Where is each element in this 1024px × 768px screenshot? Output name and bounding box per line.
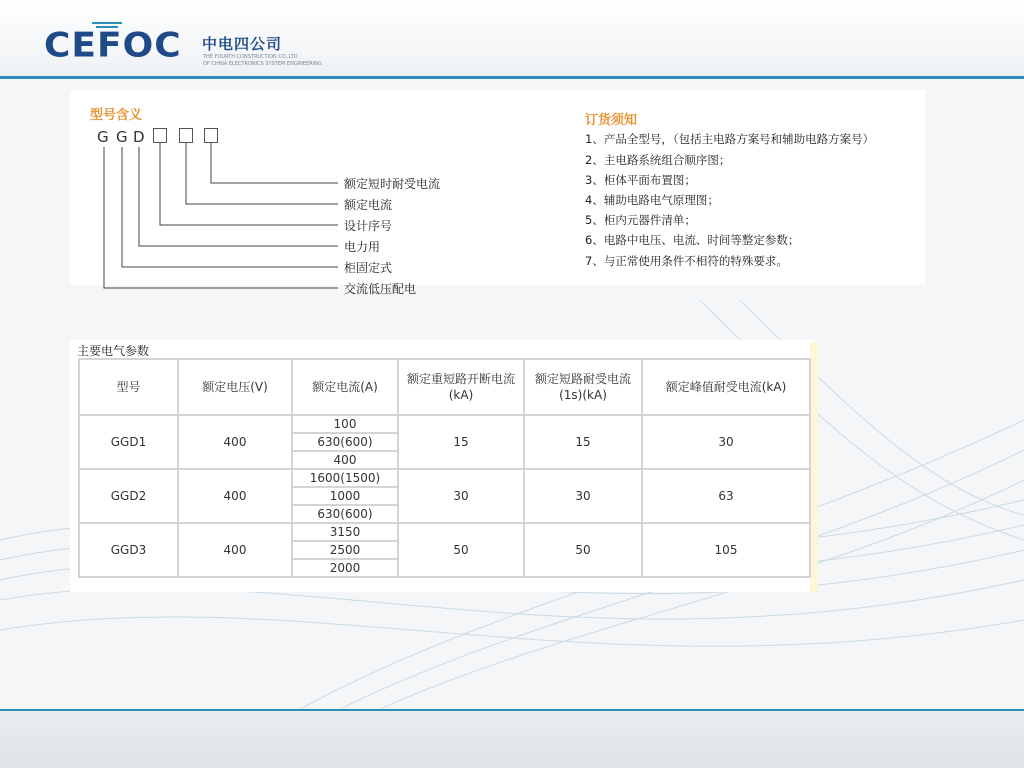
- cell-current: 1000: [292, 487, 398, 505]
- order-item-1: 1、产品全型号，（包括主电路方案号和辅助电路方案号）: [585, 132, 875, 146]
- header-breaking: 额定重短路开断电流(kA): [398, 359, 524, 415]
- code-letter-g2: G: [116, 128, 128, 146]
- company-name-cn: 中电四公司: [202, 35, 283, 53]
- meaning-power-use: 电力用: [344, 240, 381, 254]
- order-item-4: 4、辅助电路电气原理图；: [585, 193, 719, 207]
- company-name-en-line1: THE FOURTH CONSTRUCTION CO.,LTD: [203, 54, 298, 60]
- order-item-7: 7、与正常使用条件不相符的特殊要求。: [585, 254, 788, 268]
- header-withstand: 额定短路耐受电流(1s)(kA): [524, 359, 642, 415]
- cell-current: 2000: [292, 559, 398, 577]
- table-header-row: [79, 359, 810, 415]
- decorative-strip: [810, 342, 818, 592]
- cell-breaking: 30: [398, 469, 524, 523]
- company-name-en-line2: OF CHINA ELECTRONICS SYSTEM ENGINEERING: [203, 61, 322, 67]
- cell-withstand: 15: [524, 415, 642, 469]
- cell-peak: 30: [642, 415, 810, 469]
- order-item-5: 5、柜内元器件清单；: [585, 213, 696, 227]
- header-current: 额定电流(A): [292, 359, 398, 415]
- cell-model: GGD2: [79, 469, 178, 523]
- cell-withstand: 50: [524, 523, 642, 577]
- cell-model: GGD1: [79, 415, 178, 469]
- table-row: [79, 415, 810, 433]
- meaning-fixed-cabinet: 柜固定式: [344, 261, 393, 275]
- cell-current: 2500: [292, 541, 398, 559]
- cell-voltage: 400: [178, 415, 292, 469]
- meaning-rated-current: 额定电流: [344, 198, 393, 212]
- cell-current: 400: [292, 451, 398, 469]
- header-voltage: 额定电压(V): [178, 359, 292, 415]
- code-letter-d: D: [133, 128, 145, 146]
- cell-current: 100: [292, 415, 398, 433]
- header-peak: 额定峰值耐受电流(kA): [642, 359, 810, 415]
- cell-current: 630(600): [292, 505, 398, 523]
- meaning-design-serial: 设计序号: [344, 219, 393, 233]
- header-model: 型号: [79, 359, 178, 415]
- cell-voltage: 400: [178, 523, 292, 577]
- table-row: [79, 523, 810, 541]
- company-logo: CEFOC: [44, 26, 182, 65]
- cell-current: 630(600): [292, 433, 398, 451]
- cell-model: GGD3: [79, 523, 178, 577]
- order-item-3: 3、柜体平面布置图；: [585, 173, 696, 187]
- model-meaning-title: 型号含义: [90, 108, 143, 123]
- table-row: [79, 469, 810, 487]
- cell-peak: 105: [642, 523, 810, 577]
- order-item-6: 6、电路中电压、电流、时间等整定参数；: [585, 233, 800, 247]
- cell-peak: 63: [642, 469, 810, 523]
- cell-voltage: 400: [178, 469, 292, 523]
- cell-breaking: 15: [398, 415, 524, 469]
- meaning-ac-lv-distribution: 交流低压配电: [344, 282, 417, 296]
- cell-current: 1600(1500): [292, 469, 398, 487]
- meaning-short-time-current: 额定短时耐受电流: [344, 177, 441, 191]
- order-item-2: 2、主电路系统组合顺序图；: [585, 153, 731, 167]
- code-letter-g1: G: [97, 128, 109, 146]
- params-table: [78, 358, 811, 578]
- cell-breaking: 50: [398, 523, 524, 577]
- cell-withstand: 30: [524, 469, 642, 523]
- cell-current: 3150: [292, 523, 398, 541]
- params-table-title: 主要电气参数: [77, 344, 150, 358]
- order-notes-title: 订货须知: [585, 113, 638, 128]
